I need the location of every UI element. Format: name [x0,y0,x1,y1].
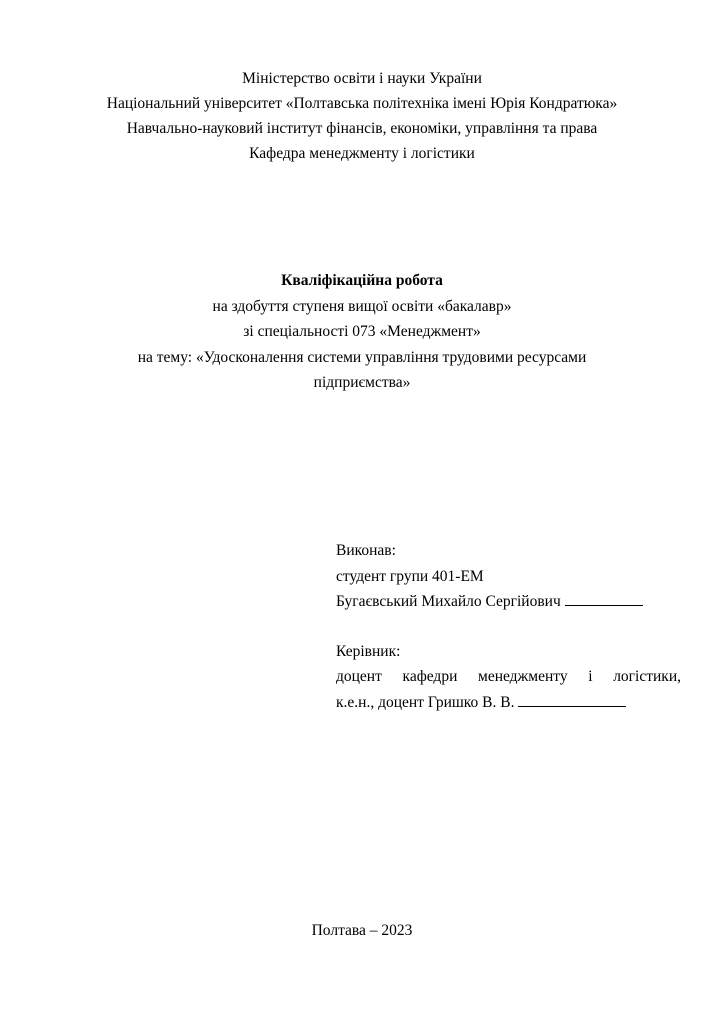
author-block [336,538,684,615]
ministry-line: Міністерство освіти і науки України [242,70,482,87]
department-line: Кафедра менеджменту і логістики [249,145,475,162]
supervisor-block [336,639,684,716]
supervisor-role-label: Керівник: [336,642,401,660]
institute-line: Навчально-науковий інститут фінансів, економіки, управління та права [126,120,598,137]
topic-line-second: підприємства» [313,374,411,391]
page-footer [0,922,724,940]
work-title-block [62,268,662,396]
supervisor-position-line: доцент кафедри менеджменту і логістики, [336,668,681,685]
institution-header [62,66,662,166]
degree-line: на здобуття ступеня вищої освіти «бакалавр» [212,297,512,315]
author-name-row [336,589,684,615]
supervisor-signature-rule [518,694,626,707]
author-group-line: студент групи 401-ЕМ [336,567,484,585]
author-signature-rule [565,593,643,606]
work-type: Кваліфікаційна робота [281,272,443,289]
city-year: Полтава – 2023 [311,922,413,939]
topic-line-first: на тему: «Удосконалення системи управління трудовими ресурсами [137,348,587,366]
supervisor-name-row [336,690,684,716]
supervisor-name: к.е.н., доцент Гришко В. В. [336,693,515,711]
specialty-line: зі спеціальності 073 «Менеджмент» [243,323,481,340]
signature-section [336,538,684,739]
author-name: Бугаєвський Михайло Сергійович [336,593,561,610]
author-role-label: Виконав: [336,542,396,559]
university-line: Національний університет «Полтавська політехніка імені Юрія Кондратюка» [106,95,618,112]
